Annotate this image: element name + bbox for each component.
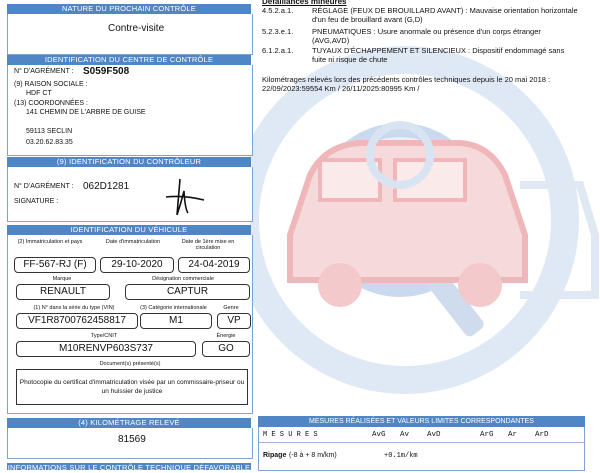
- ripage-label: Ripage: [263, 452, 287, 459]
- documents-label: Document(s) présenté(s): [99, 361, 161, 367]
- controleur-panel: [7, 167, 253, 222]
- date-first-label: Date de 1ère mise en circulation: [181, 239, 235, 251]
- defaillance-text-3: TUYAUX D'ÉCHAPPEMENT ET SILENCIEUX : Dispositif endommagé sans fuite ni risque de chute: [312, 46, 565, 64]
- address-line-2: 59113 SECLIN: [26, 128, 73, 135]
- date-immat-field: 29-10-2020: [100, 257, 174, 273]
- km-panel: [7, 428, 253, 459]
- vin-field: VF1R8700762458817: [16, 313, 138, 329]
- mesures-header: MESURES RÉALISÉES ET VALEURS LIMITES CORRESPONDANTES: [258, 416, 585, 427]
- documents-field: [16, 369, 248, 405]
- defaillance-text-2: PNEUMATIQUES : Usure anormale ou présence d'un corps étranger (AVG,AVD): [312, 27, 541, 45]
- energie-field: GO: [202, 341, 250, 357]
- col-arg: ArG: [480, 431, 494, 439]
- signature-label: SIGNATURE :: [14, 198, 59, 205]
- km-history: Kilométrages relevés lors des précédents contrôles techniques depuis le 20 mai 2018 : 22/09/2023:59554 Km / 26/11/2025:80995 Km /: [262, 75, 551, 93]
- centre-agrement-value: S059F508: [83, 66, 130, 77]
- defaillance-code-1: 4.5.2.a.1.: [262, 6, 294, 15]
- centre-phone: 03.20.62.83.35: [26, 139, 73, 146]
- col-ard: ArD: [535, 431, 549, 439]
- date-immat-label: Date d'immatriculation: [105, 239, 161, 245]
- km-header: (4) KILOMÉTRAGE RELEVÉ: [7, 418, 251, 428]
- controleur-agrement-label: N° D'AGRÉMENT :: [14, 183, 74, 190]
- categorie-field: M1: [140, 313, 212, 329]
- mesures-divider: [259, 442, 584, 443]
- defaillance-code-3: 6.1.2.a.1.: [262, 46, 294, 55]
- raison-sociale-value: HDF CT: [26, 90, 52, 97]
- designation-label: Désignation commerciale: [152, 276, 214, 282]
- vehicule-panel: [7, 235, 253, 414]
- marque-label: Marque: [52, 276, 72, 282]
- col-avg: AvG: [372, 431, 386, 439]
- ripage-value: +0.1m/km: [384, 452, 418, 460]
- immat-label: (2) Immatriculation et pays: [17, 239, 83, 245]
- type-label: Type/CNIT: [90, 333, 118, 339]
- nature-header: NATURE DU PROCHAIN CONTRÔLE: [7, 4, 251, 14]
- energie-label: Énergie: [216, 333, 236, 339]
- bottom-header: INFORMATIONS SUR LE CONTRÔLE TECHNIQUE DÉFAVORABLE: [7, 463, 251, 472]
- defaillance-text-1: RÉGLAGE (FEUX DE BROUILLARD AVANT) : Mauvaise orientation horizontale d'un feu de brouillard avant (G,D): [312, 6, 578, 24]
- mesures-col-title: M E S U R E S: [263, 431, 318, 439]
- signature-image: [158, 175, 208, 219]
- marque-field: RENAULT: [16, 284, 110, 300]
- ripage-limit: (-8 à + 8 m/km): [289, 452, 337, 459]
- documents-text: Photocopie du certificat d'immatriculation visée par un commissaire-priseur ou un huissier de justice: [19, 379, 245, 395]
- km-value: 81569: [118, 434, 146, 445]
- defaillance-code-2: 5.2.3.e.1.: [262, 27, 294, 36]
- nature-value: Contre-visite: [108, 23, 165, 34]
- genre-label: Genre: [223, 305, 239, 311]
- designation-field: CAPTUR: [125, 284, 250, 300]
- genre-field: VP: [217, 313, 251, 329]
- controleur-agrement-value: 062D1281: [83, 181, 130, 192]
- defaillances-title: Défaillances mineures: [262, 0, 347, 6]
- col-av: Av: [400, 431, 410, 439]
- coordonnees-label: (13) COORDONNÉES :: [14, 100, 88, 107]
- type-field: M10RENVP603S737: [16, 341, 196, 357]
- mesures-panel: [258, 427, 585, 471]
- address-line-1: 141 CHEMIN DE L'ARBRE DE GUISE: [26, 109, 146, 116]
- nature-panel: [7, 14, 253, 55]
- centre-panel: [7, 65, 253, 156]
- vin-label: (1) N° dans la série du type (VIN): [33, 305, 115, 311]
- raison-sociale-label: (9) RAISON SOCIALE :: [14, 81, 88, 88]
- controleur-header: (9) IDENTIFICATION DU CONTRÔLEUR: [7, 157, 251, 167]
- vehicule-header: IDENTIFICATION DU VÉHICULE: [7, 225, 251, 235]
- centre-agrement-label: N° D'AGRÉMENT :: [14, 68, 74, 75]
- categorie-label: (3) Catégorie internationale: [140, 305, 207, 311]
- date-first-field: 24-04-2019: [178, 257, 250, 273]
- immat-field: FF-567-RJ (F): [14, 257, 96, 273]
- col-avd: AvD: [427, 431, 441, 439]
- centre-header: IDENTIFICATION DU CENTRE DE CONTRÔLE: [7, 55, 251, 65]
- col-ar: Ar: [508, 431, 518, 439]
